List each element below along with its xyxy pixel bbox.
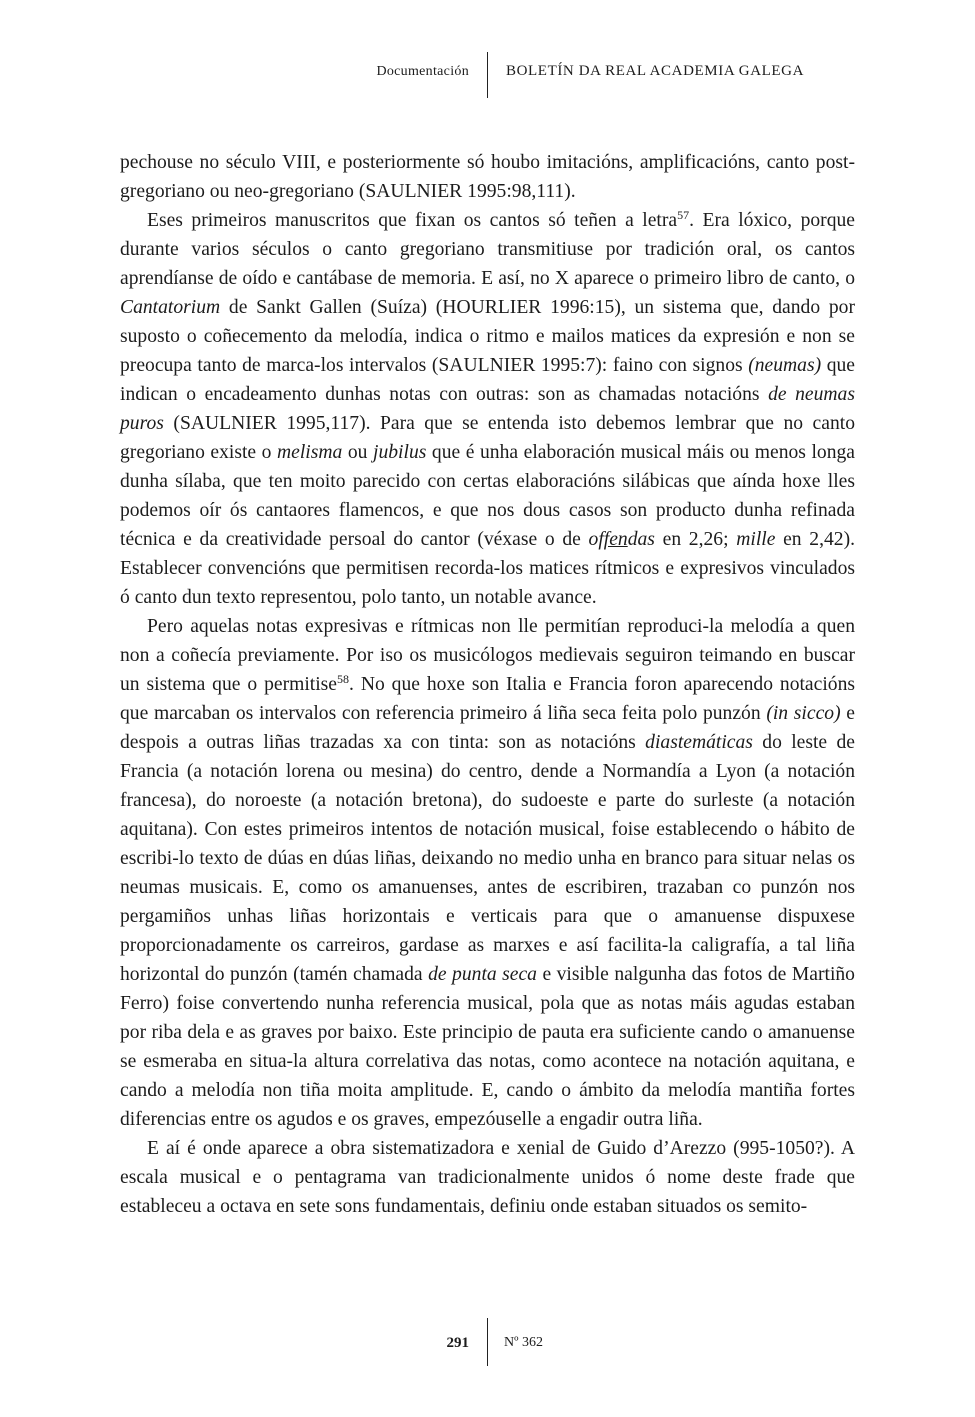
- text-run: e visible nalgunha das fotos de Martiño Ferro) foise convertendo nunha referencia musical, pola que as notas máis agudas estaban por riba dela e as graves por baixo. Este principio de pauta era suficiente cando o amanuense se esmeraba en situa-la altura correlativa das notas, como acontece na notación aquitana, e cando a melodía non tiña moita amplitude. E, cando o ámbito da melodía mantiña fortes diferencias entre os agudos e os graves, empezóuselle a engadir outra liña.: [120, 964, 855, 1130]
- text-run: (SAULNIER 1995,117). Para que se entenda isto debemos lembrar que no canto gregoriano existe o: [120, 413, 855, 463]
- italic-run: das: [627, 529, 655, 550]
- text-run: de Sankt Gallen (Suíza) (HOURLIER 1996:15), un sistema que, dando por suposto o coñecemento da melodía, indica o ritmo e mailos matices da expresión e non se preocupa tanto de marca-los intervalos (SAULNIER 1995:7): faino con signos: [120, 297, 855, 376]
- text-run: pechouse no século VIII, e posteriormente só houbo imitacións, amplificacións, canto post-gregoriano ou neo-gregoriano (SAULNIER 1995:98,111).: [120, 152, 855, 202]
- text-run: . No que hoxe son Italia e Francia foron aparecendo notacións que marcaban os intervalos con referencia primeiro á liña seca feita polo punzón: [120, 674, 855, 724]
- header-divider: [487, 52, 488, 98]
- text-run: en 2,26;: [654, 529, 737, 550]
- footer-divider: [487, 1318, 488, 1366]
- text-run: que é unha elaboración musical máis ou menos longa dunha sílaba, que ten moito parecido con certas elaboracións silábicas que aínda hoxe lles podemos oír ós cantaores flamencos, e que nos dous casos son producto dunha refinada técnica e da creatividade persoal do cantor (véxase o de: [120, 442, 855, 550]
- italic-run: de punta seca: [428, 964, 537, 985]
- text-run: Pero aquelas notas expresivas e rítmicas non lle permitían reproduci-la melodía a quen non a coñecía previamente. Por iso os musicólogos medievais seguiron teimando en buscar un sistema que o permitise: [120, 616, 855, 695]
- text-run: . Era lóxico, porque durante varios séculos o canto gregoriano transmitiuse por tradición oral, os cantos aprendíanse de oído e cantábase de memoria. E así, no X aparece o primeiro libro de canto, o: [120, 210, 855, 289]
- underlined-italic-run: fen: [603, 529, 628, 550]
- text-run: e despois a outras liñas trazadas xa con tinta: son as notacións: [120, 703, 855, 753]
- italic-run: jubilus: [373, 442, 427, 463]
- paragraph: [120, 148, 855, 206]
- running-header-journal: BOLETÍN DA REAL ACADEMIA GALEGA: [506, 63, 805, 79]
- footnote-ref: 57: [677, 208, 690, 222]
- italic-run: diastemáticas: [645, 732, 753, 753]
- text-run: Eses primeiros manuscritos que fixan os cantos só teñen a letra: [147, 210, 678, 231]
- body-text: [120, 148, 855, 1221]
- italic-run: of: [588, 529, 604, 550]
- italic-run: mille: [736, 529, 776, 550]
- footnote-ref: 58: [337, 672, 350, 686]
- text-run: en 2,42). Establecer convencións que permitisen recorda-los matices rítmicos e expresivos vinculados ó canto dun texto representou, polo tanto, un notable avance.: [120, 529, 855, 608]
- italic-run: (in sicco): [766, 703, 841, 724]
- paragraph: [120, 1134, 855, 1221]
- italic-run: (neumas): [748, 355, 822, 376]
- italic-run: melisma: [277, 442, 343, 463]
- text-run: ou: [342, 442, 374, 463]
- text-run: que indican o encadeamento dunhas notas con outras: son as chamadas notacións: [120, 355, 855, 405]
- paragraph: [120, 206, 855, 612]
- running-header-section: Documentación: [376, 64, 469, 79]
- page-number: 291: [446, 1335, 469, 1351]
- issue-number: Nº 362: [504, 1335, 543, 1350]
- text-run: E aí é onde aparece a obra sistematizadora e xenial de Guido d’Arezzo (995-1050?). A escala musical e o pentagrama van tradicionalmente unidos ó nome deste frade que estableceu a octava en sete sons fundamentais, definiu onde estaban situados os semito-: [120, 1138, 855, 1217]
- italic-run: de neumas puros: [120, 384, 855, 434]
- paragraph: [120, 612, 855, 1134]
- text-run: do leste de Francia (a notación lorena ou mesina) do centro, dende a Normandía a Lyon (a notación francesa), do noroeste (a notación bretona), do sudoeste e parte do surleste (a notación aquitana). Con estes primeiros intentos de notación musical, foise establecendo o hábito de escribi-lo texto de dúas en dúas liñas, deixando no medio unha en branco para situar nelas os neumas musicais. E, como os amanuenses, antes de escribiren, trazaban co punzón nos pergamiños unhas liñas horizontais e verticais para que o amanuense dispuxese proporcionadamente os carreiros, gardase as marxes e así facilita-la caligrafía, a tal liña horizontal do punzón (tamén chamada: [120, 732, 855, 985]
- italic-run: Cantatorium: [120, 297, 221, 318]
